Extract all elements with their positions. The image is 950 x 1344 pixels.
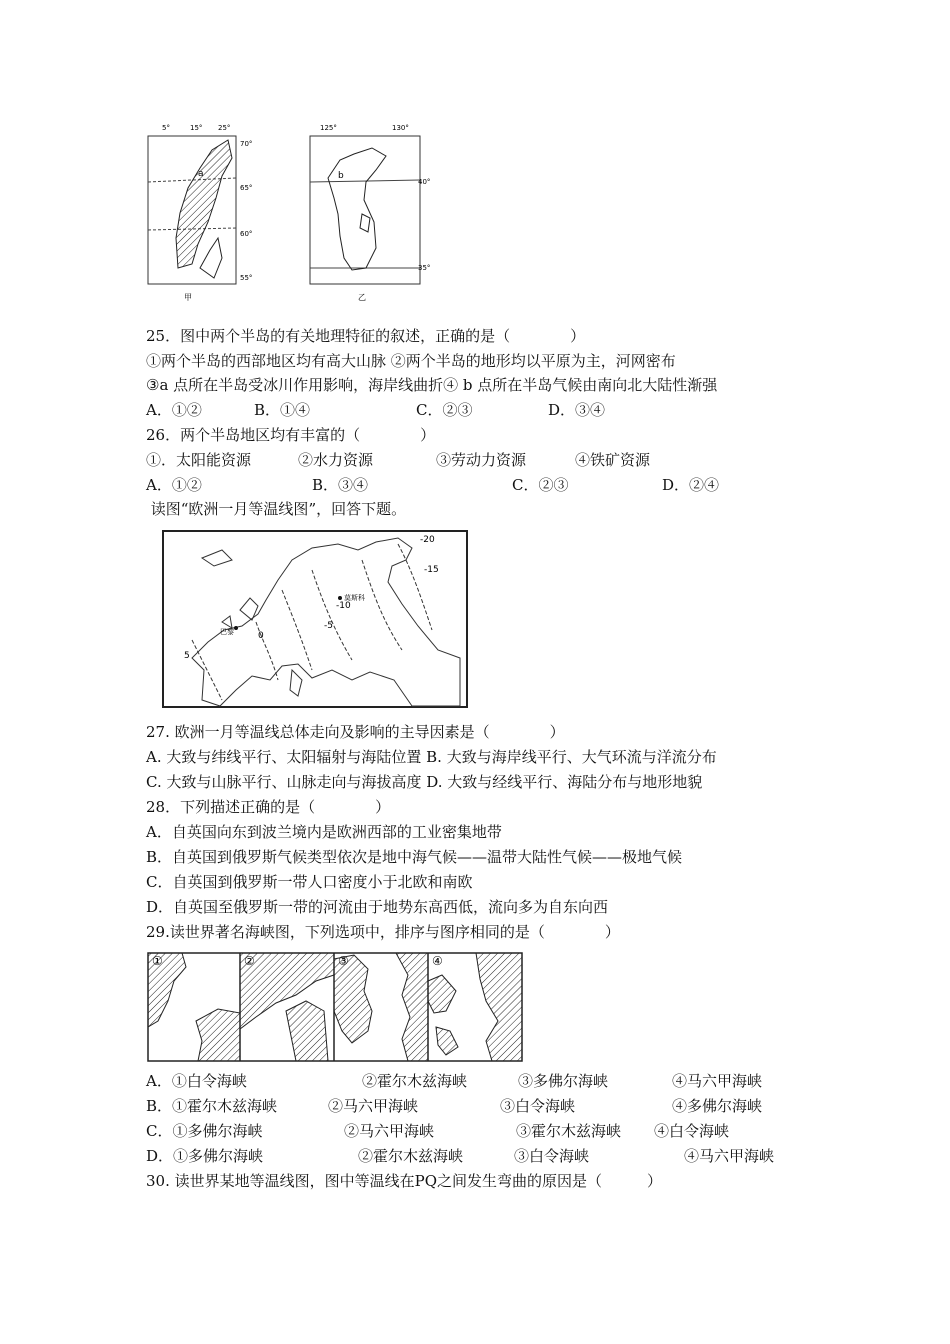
left-lat-label: 70°: [240, 140, 253, 148]
left-caption: 甲: [184, 293, 192, 302]
q29-row-d-1: D．①多佛尔海峡: [146, 1147, 264, 1165]
q29-row-b-3: ③白令海峡: [500, 1097, 576, 1115]
isotherm-label: 5: [184, 651, 190, 661]
q25-statement-2: ③a 点所在半岛受冰川作用影响，海岸线曲折④ b 点所在半岛气候由南向北大陆性渐强: [146, 376, 718, 394]
q25-option-b: B．①④: [254, 401, 311, 419]
right-lon-label: 130°: [392, 124, 409, 132]
q27-stem: 27. 欧洲一月等温线总体走向及影响的主导因素是（ ）: [146, 723, 565, 741]
q29-row-d-2: ②霍尔木兹海峡: [358, 1147, 464, 1165]
right-caption: 乙: [358, 293, 366, 302]
europe-isotherm-map: [162, 530, 468, 708]
q29-row-d-3: ③白令海峡: [514, 1147, 590, 1165]
q26-item-1: ①．太阳能资源: [146, 451, 252, 469]
q29-row-c-3: ③霍尔木兹海峡: [516, 1122, 622, 1140]
isotherm-label: -20: [420, 535, 435, 545]
q25-option-c: C．②③: [416, 401, 473, 419]
q27-options-ab: A. 大致与纬线平行、太阳辐射与海陆位置 B. 大致与海岸线平行、大气环流与洋流分布: [146, 748, 717, 766]
q26-option-a: A．①②: [146, 476, 202, 494]
q26-option-c: C．②③: [512, 476, 569, 494]
q29-row-b-4: ④多佛尔海峡: [672, 1097, 763, 1115]
europe-intro: 读图“欧洲一月等温线图”，回答下题。: [146, 500, 407, 518]
q29-row-a-1: A．①白令海峡: [146, 1072, 247, 1090]
q30-stem: 30. 读世界某地等温线图，图中等温线在PQ之间发生弯曲的原因是（ ）: [146, 1172, 663, 1190]
point-b-label: b: [338, 171, 344, 181]
strait-panel-label: ②: [244, 954, 255, 968]
q29-row-b-1: B．①霍尔木兹海峡: [146, 1097, 278, 1115]
strait-panel-label: ③: [338, 954, 349, 968]
peninsula-maps-figure: [140, 118, 440, 318]
isotherm-label: -10: [336, 601, 351, 611]
q29-row-a-2: ②霍尔木兹海峡: [362, 1072, 468, 1090]
q29-row-a-4: ④马六甲海峡: [672, 1072, 763, 1090]
q28-option-a: A．自英国向东到波兰境内是欧洲西部的工业密集地带: [146, 823, 502, 841]
q28-option-c: C．自英国到俄罗斯一带人口密度小于北欧和南欧: [146, 873, 473, 891]
q26-item-4: ④铁矿资源: [575, 451, 651, 469]
strait-panel-label: ④: [432, 954, 443, 968]
left-lat-label: 55°: [240, 274, 253, 282]
q25-option-d: D．③④: [548, 401, 606, 419]
q29-row-c-2: ②马六甲海峡: [344, 1122, 435, 1140]
left-lon-label: 25°: [218, 124, 231, 132]
q27-options-cd: C. 大致与山脉平行、山脉走向与海拔高度 D. 大致与经线平行、海陆分布与地形地貌: [146, 773, 703, 791]
q28-option-b: B．自英国到俄罗斯气候类型依次是地中海气候——温带大陆性气候——极地气候: [146, 848, 683, 866]
city-paris-label: 巴黎: [220, 628, 234, 636]
left-lon-label: 5°: [162, 124, 170, 132]
q25-statement-1: ①两个半岛的西部地区均有高大山脉 ②两个半岛的地形均以平原为主，河网密布: [146, 352, 676, 370]
right-map-frame: [310, 136, 420, 284]
isotherm-label: 0: [258, 631, 264, 641]
city-moscow-label: 莫斯科: [344, 594, 365, 602]
q26-item-2: ②水力资源: [298, 451, 374, 469]
right-lat-label: 40°: [418, 178, 431, 186]
korean-peninsula: [328, 148, 386, 270]
q26-option-b: B．③④: [312, 476, 369, 494]
scandinavia-peninsula: [176, 140, 232, 268]
q28-option-d: D．自英国至俄罗斯一带的河流由于地势东高西低，流向多为自东向西: [146, 898, 609, 916]
left-lat-label: 65°: [240, 184, 253, 192]
q25-stem: 25．图中两个半岛的有关地理特征的叙述，正确的是（ ）: [146, 327, 586, 345]
point-a-label: a: [198, 169, 204, 179]
straits-figure: [146, 951, 524, 1063]
isotherm-label: -15: [424, 565, 439, 575]
right-lon-label: 125°: [320, 124, 337, 132]
q26-option-d: D．②④: [662, 476, 720, 494]
right-lat-label: 35°: [418, 264, 431, 272]
isotherm-label: -5: [324, 621, 333, 631]
q29-row-a-3: ③多佛尔海峡: [518, 1072, 609, 1090]
q26-stem: 26．两个半岛地区均有丰富的（ ）: [146, 426, 436, 444]
q29-row-d-4: ④马六甲海峡: [684, 1147, 775, 1165]
strait-panel-label: ①: [152, 954, 163, 968]
q29-row-c-1: C．①多佛尔海峡: [146, 1122, 263, 1140]
left-lon-label: 15°: [190, 124, 203, 132]
left-lat-label: 60°: [240, 230, 253, 238]
q26-item-3: ③劳动力资源: [436, 451, 527, 469]
q25-option-a: A．①②: [146, 401, 202, 419]
q29-row-b-2: ②马六甲海峡: [328, 1097, 419, 1115]
q28-stem: 28．下列描述正确的是（ ）: [146, 798, 391, 816]
q29-row-c-4: ④白令海峡: [654, 1122, 730, 1140]
q29-stem: 29.读世界著名海峡图，下列选项中，排序与图序相同的是（ ）: [146, 923, 620, 941]
